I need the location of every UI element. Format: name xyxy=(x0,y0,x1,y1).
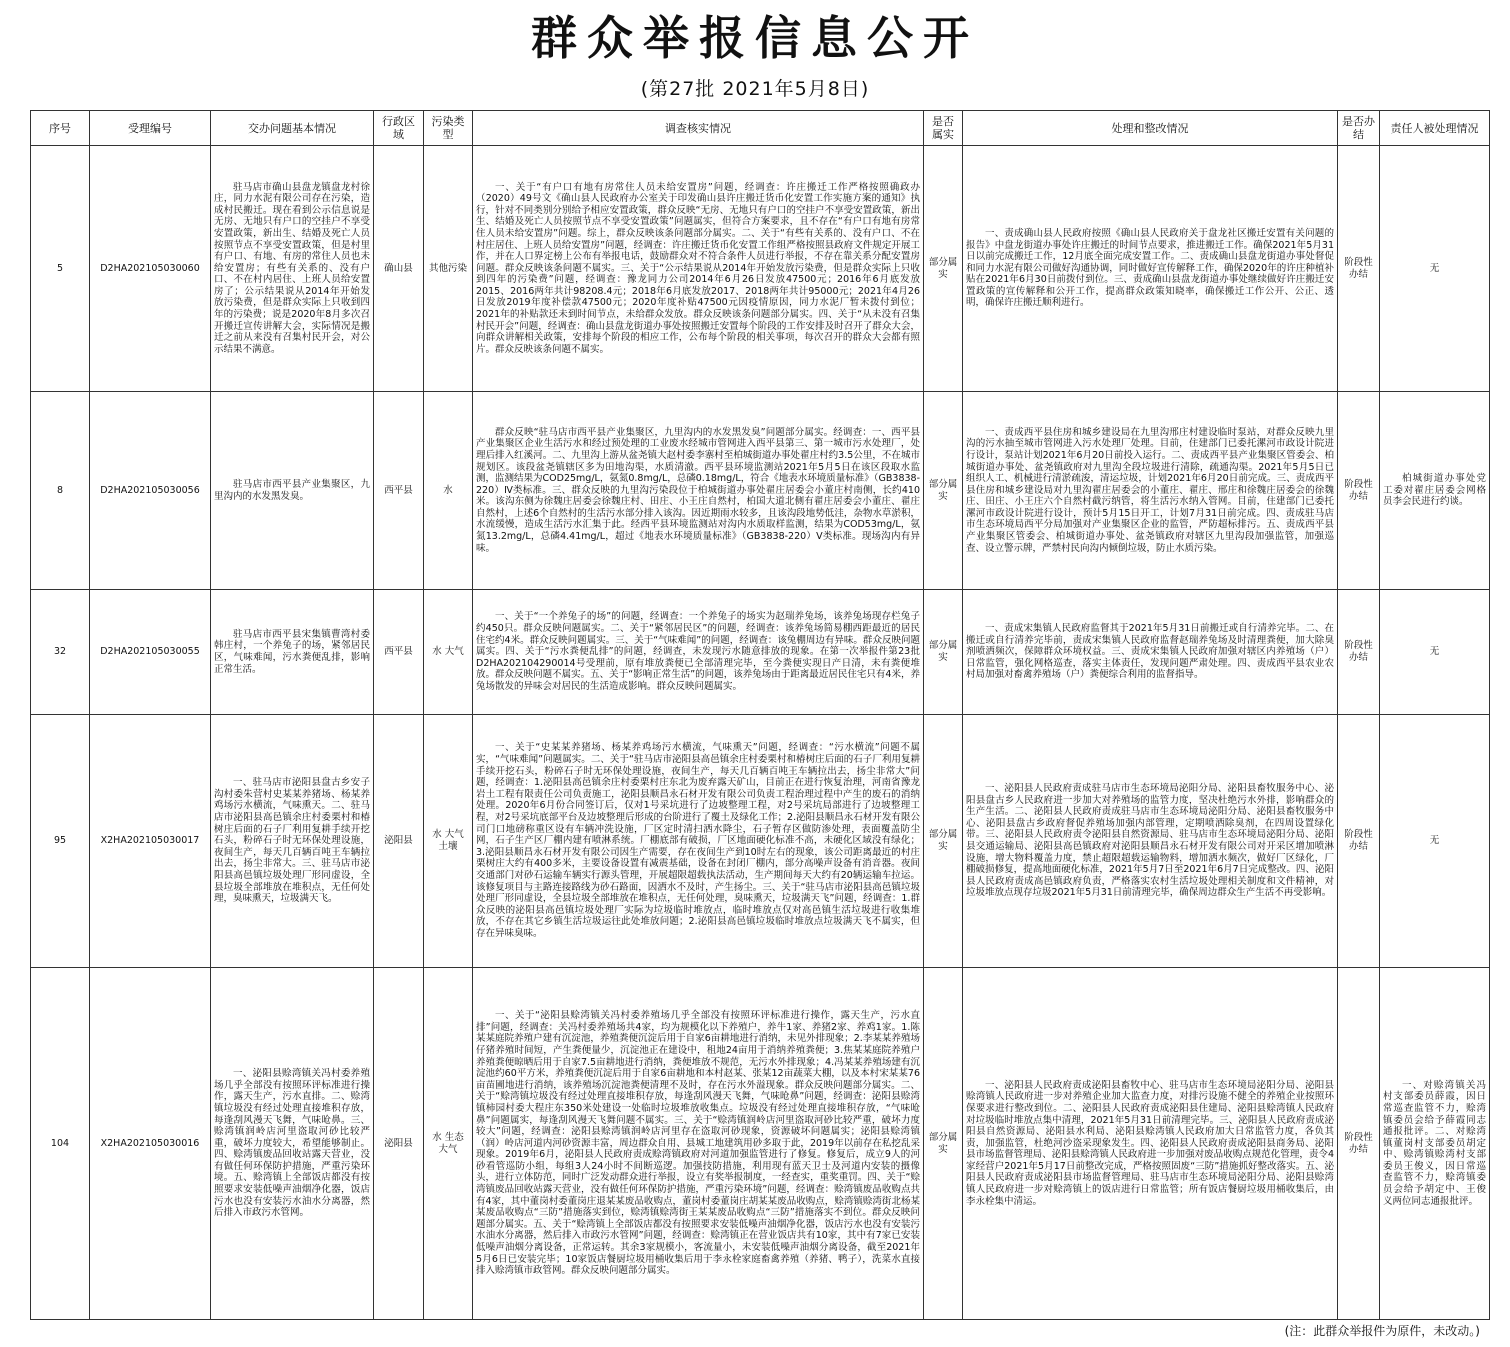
cell-type: 水 大气 土壤 xyxy=(424,715,473,968)
issue-text: 一、泌阳县赊湾镇关冯村委养殖场几乎全部没有按照环评标准进行操作，露天生产，污水直排。二、赊湾镇垃圾没有经过处理直接堆积存放，每逢刮风漫天飞舞，气味呛鼻。三、赊湾镇润岭店河里盗取河砂比较严重，破坏力度较大，希望能够制止。四、赊湾镇废品回收站露天营业，没有做任何环保防护措施，严重污染环境。五、赊湾镇上全部饭店都没有按照要求安装低噪声油烟净化器，饭店污水也没有安装污水油水分离器，然后排入市政污水管网。 xyxy=(214,1068,370,1219)
cell-closed: 阶段性办结 xyxy=(1338,590,1380,715)
table-row xyxy=(31,590,1490,715)
cell-investigation xyxy=(473,968,924,1320)
cell-region: 西平县 xyxy=(374,590,424,715)
header-type: 污染类型 xyxy=(424,111,473,146)
cell-seq: 95 xyxy=(31,715,90,968)
investigation-text: 一、关于“史某某养猪场、杨某养鸡场污水横流，气味熏天”问题，经调查：“污水横流”问题不属实，“气味难闻”问题属实。二、关于“驻马店市泌阳县高邑镇余庄村委栗村和椿树庄后面的石子厂利用复耕手续开挖石头，粉碎石子时无环保处理设施，夜间生产，每天几百辆百吨王车辆拉出去，扬尘非常大”问题，经调查：1.泌阳县高邑镇余庄村委栗村庄东北为废弃露天矿山，目前正在进行恢复治理，河南省豫龙岩土工程有限责任公司负责施工，泌阳县顺昌永石材开发有限公司负责工程治理过程中产生的废石的消纳处理。2020年6月份合同签订后，仅对1号采坑进行了边坡整理工程，对2号采坑局部进行了边坡整理工程，对2号采坑底部平台及边坡整理后形成的台阶进行了覆土及绿化工作；2.泌阳县顺昌永石材开发有限公司门口地磅称重区设有车辆冲洗设施，厂区定时清扫洒水降尘，石子暂存区做防渗处理，表面覆盖防尘网，石子生产区厂棚内建有喷淋系统。厂棚底部有破损，厂区地面硬化标准不高，未硬化区域没有绿化；3.泌阳县顺昌永石材开发有限公司因生产需要，存在夜间生产到10时左右的现象，该公司距离最近的村庄栗树庄大约有400多米，主要设备设置有减震基础，设备在封闭厂棚内，部分高噪声设备有消音器。夜间交通部门对砂石运输车辆实行源头管理，开展超限超载执法活动，生产期间每天大约有20辆运输车拉运。该修复项目与主路连接路线为砂石路面，因洒水不及时，产生扬尘。三、关于“驻马店市泌阳县高邑镇垃圾处理厂形同虚设，全县垃圾全部堆放在堆积点，无任何处理，臭味熏天，垃圾满天飞”问题，经调查：1.群众反映的泌阳县高邑镇垃圾处理厂实际为垃圾临时堆放点，临时堆放点仅对高邑镇生活垃圾进行收集堆放，不存在其它乡镇生活垃圾运往此处堆放问题；2.泌阳县高邑镇垃圾临时堆放点垃圾满天飞不属实，但存在异味臭味。 xyxy=(476,742,920,939)
cell-closed: 阶段性办结 xyxy=(1338,968,1380,1320)
cell-accountability xyxy=(1380,968,1490,1320)
cell-verified: 部分属实 xyxy=(924,715,963,968)
cell-investigation xyxy=(473,715,924,968)
handling-text: 一、泌阳县人民政府责成泌阳县畜牧中心、驻马店市生态环境局泌阳分局、泌阳县赊湾镇人民政府进一步对养殖企业加大监查力度，对排污设施不健全的养殖企业按照环保要求进行整改到位。二、泌阳县人民政府责成泌阳县住建局、泌阳县赊湾镇人民政府对垃圾临时堆放点集中清理，2021年5月31日前清理完毕。三、泌阳县人民政府责成泌阳县自然资源局、泌阳县水利局、泌阳县赊湾镇人民政府加大日常监管力度，各负其责，加强监管，杜绝河沙盗采现象发生。四、泌阳县人民政府责成泌阳县商务局、泌阳县市场监督管理局、泌阳县赊湾镇人民政府进一步加强对废品收购点规范化管理，责令4家经营户2021年5月17日前整改完成，严格按照固废“三防”措施抓好整改落实。五、泌阳县人民政府责成泌阳县市场监督管理局、驻马店市生态环境局泌阳分局、泌阳县赊湾镇人民政府进一步对赊湾镇上的饭店进行日常监管；所有饭店餐厨垃圾用桶收集后，由李永栓集中清运。 xyxy=(966,1079,1334,1207)
cell-seq: 8 xyxy=(31,392,90,590)
cell-closed: 阶段性办结 xyxy=(1338,715,1380,968)
cell-code: X2HA202105030017 xyxy=(90,715,211,968)
header-seq: 序号 xyxy=(31,111,90,146)
page-title: 群众举报信息公开 xyxy=(531,11,979,65)
header-closed: 是否办结 xyxy=(1338,111,1380,146)
table-row xyxy=(31,968,1490,1320)
cell-region: 西平县 xyxy=(374,392,424,590)
accountability-text: 一、对赊湾镇关冯村支部委员薛霞，因日常巡查监管不力，赊湾镇委员会给予薛霞同志通报批评。二、对赊湾镇董岗村支部委员胡定中、赊湾镇赊湾村支部委员王俊义，因日常巡查监管不力，赊湾镇委员会给予胡定中、王俊义两位同志通报批评。 xyxy=(1383,1079,1486,1207)
cell-issue xyxy=(211,715,374,968)
page-subtitle: (第27批 2021年5月8日) xyxy=(640,78,870,100)
footnote: (注：此群众举报件为原件，未改动。) xyxy=(1284,1324,1480,1338)
handling-text: 一、责成确山县人民政府按照《确山县人民政府关于盘龙社区搬迁安置有关问题的报告》中盘龙街道办事处许庄搬迁的时间节点要求，推进搬迁工作。确保2021年5月31日以前完成搬迁工作，12月底全面完成安置工作。二、责成确山县盘龙街道办事处督促和同力水泥有限公司做好沟通协调，同时做好宣传解释工作，确保2020年的许庄种植补贴在2021年6月30日前拨付到位。三、责成确山县盘龙街道办事处继续做好许庄搬迁安置政策的宣传解释和公开工作，提高群众政策知晓率，确保搬迁工作公开、公正、透明，确保许庄搬迁顺利进行。 xyxy=(966,227,1334,309)
cell-seq: 5 xyxy=(31,146,90,392)
header-investigation: 调查核实情况 xyxy=(473,111,924,146)
cell-closed: 阶段性办结 xyxy=(1338,146,1380,392)
cell-handling xyxy=(963,715,1338,968)
table-row xyxy=(31,715,1490,968)
cell-code: D2HA202105030055 xyxy=(90,590,211,715)
header-accountability: 责任人被处理情况 xyxy=(1380,111,1490,146)
handling-text: 一、责成宋集镇人民政府监督其于2021年5月31日前搬迁或自行清养完毕。二、在搬迁或自行清养完毕前，责成宋集镇人民政府监督赵瑞养兔场及时清理粪便，加大除臭剂喷洒频次，保障群众环境权益。三、责成宋集镇人民政府加强对辖区内养殖场（户）日常监管，强化网格巡查，落实主体责任，发现问题严肃处理。四、责成西平县农业农村局加强对畜禽养殖场（户）粪便综合利用的监督指导。 xyxy=(966,623,1334,681)
cell-accountability xyxy=(1380,392,1490,590)
cell-accountability: 无 xyxy=(1380,715,1490,968)
issue-text: 驻马店市西平县宋集镇曹湾村委韩庄村，一个养兔子的场，紧邻居民区，气味难闻，污水粪便乱排，影响正常生活。 xyxy=(214,628,370,675)
investigation-text: 一、关于“泌阳县赊湾镇关冯村委养殖场几乎全部没有按照环评标准进行操作，露天生产，污水直排”问题，经调查：关冯村委养殖场共4家，均为规模化以下养殖户，养牛1家、养猪2家、养鸡1家。1.陈某某庭院养殖户建有沉淀池，养殖粪便沉淀后用于自家6亩耕地进行消纳，未见外排现象；2.李某某养殖场仔猪养殖时间短，产生粪便量少，沉淀池正在建设中，租地24亩用于消纳养殖粪便；3.焦某某庭院养殖户养殖粪便晾晒后用于自家7.5亩耕地进行消纳，粪便堆放不规范，无污水外排现象；4.冯某某养殖场建有沉淀池约60平方米，养殖粪便沉淀后用于自家6亩耕地和本村赵某、张某12亩蔬菜大棚，以及本村宋某某76亩苗圃地进行消纳，该养殖场沉淀池粪便清理不及时，存在污水外溢现象。群众反映问题部分属实。二、关于“赊湾镇垃圾没有经过处理直接堆积存放，每逢刮风漫天飞舞，气味呛鼻”问题，经调查：泌阳县赊湾镇柿园村委大程庄东350米处建设一处临时垃圾堆放收集点。垃圾没有经过处理直接堆积存放，“气味呛鼻”问题属实，每逢刮风漫天飞舞问题不属实。三、关于“赊湾镇润岭店河里盗取河砂比较严重，破坏力度较大”问题，经调查：泌阳县赊湾镇润岭店河里存在盗取河砂现象，资源破坏问题属实；泌阳县赊湾镇（润）岭店河道内河砂资源丰富，周边群众自用、县城工地建筑用砂多取于此，2019年以前存在私挖乱采现象。2019年6月，泌阳县人民政府责成赊湾镇政府对河道加强监管进行了修复。修复后，成立9人的河砂看管巡防小组，每组3人24小时不间断巡逻。加强技防措施，利用现有蓝天卫士及河道内安装的摄像头，进行立体防范，同时广泛发动群众进行举报，设立有奖举报制度，一经查实，重奖重罚。四、关于“赊湾镇废品回收站露天营业，没有做任何环保防护措施，严重污染环境”问题，经调查：赊湾镇废品收购点共有4家，其中董岗村委董岗庄退某某废品收购点，董岗村委董岗庄胡某某废品收购点，赊湾镇赊湾街北杨某某废品收购点“三防”措施落实到位，赊湾镇赊湾街王某某废品收购点“三防”措施落实不到位。群众反映问题部分属实。五、关于“赊湾镇上全部饭店都没有按照要求安装低噪声油烟净化器，饭店污水也没有安装污水油水分离器，然后排入市政污水管网”问题，经调查：赊湾镇正在营业饭店共有10家，其中有7家已安装低噪声油烟分离设备，正常运转。其余3家规模小，客流量小，未安装低噪声油烟分离设备，截至2021年5月6日已安装完毕；10家饭店餐厨垃圾用桶收集后用于李永栓家庭畜禽养殖（养猪、鸭子），洗菜水直接排入赊湾镇市政管网。群众反映问题部分属实。 xyxy=(476,1010,920,1277)
investigation-text: 群众反映“驻马店市西平县产业集聚区，九里沟内的水发黑发臭”问题部分属实。经调查：一、西平县产业集聚区企业生活污水和经过预处理的工业废水经城市管网进入西平县第三、第一城市污水处理厂，处理后排入红溪河。二、九里沟上游从盆尧镇大赵村委李寨村至柏城街道办事处翟庄村约3.5公里，不在城市规划区。该段盆尧镇辖区多为田地沟渠，水质清澈。西平县环境监测站2021年5月5日在该区段取水监测，监测结果为COD25mg/L，氨氮0.8mg/L，总磷0.18mg/L，符合《地表水环境质量标准》（GB3838-220）Ⅳ类标准。三、群众反映的九里沟污染段位于柏城街道办事处翟庄居委会小董庄村南侧，长约410米。该沟东侧为徐魏庄居委会徐魏庄村、田庄、小王庄自然村，柏国大道北侧有翟庄居委会小董庄、翟庄自然村，上述6个自然村的生活污水部分排入该沟。因近期雨水较多，且该沟段地势低洼，杂物水草淤积，水流缓慢，造成生活污水汇集于此。经西平县环境监测站对沟内水质取样监测，结果为COD53mg/L，氨氮13.2mg/L，总磷4.41mg/L，超过《地表水环境质量标准》（GB3838-220）Ⅴ类标准。现场沟内有异味。 xyxy=(476,426,920,554)
cell-investigation xyxy=(473,590,924,715)
investigation-text: 一、关于“有户口有地有房常住人员未给安置房”问题，经调查：许庄搬迁工作严格按照确政办（2020）49号文《确山县人民政府办公室关于印发确山县许庄搬迁货币化安置工作实施方案的通知》执行，针对不同类别分别给予相应安置政策，群众反映“无房、无地只有户口的空挂户不享受安置政策，新出生、结婚及死亡人员按照节点不享受安置政策”问题属实，但符合方案要求，且不存在“有户口有地有房常住人员未给安置房”问题。综上，群众反映该条问题部分属实。二、关于“有些有关系的、没有户口、不在村庄居住、上班人员给安置房”问题，经调查：许庄搬迁货币化安置工作组严格按照县政府文件规定开展工作，并在人口界定榜上公布有举报电话，鼓励群众对不符合条件人员进行举报，不存在靠关系分配安置房问题。群众反映该条问题不属实。三、关于“公示结果说从2014年开始发放污染费，但是群众实际上只收到四年的污染费”问题，经调查：豫龙同力公司2014年6月26日发放47500元；2016年6月底发放2015、2016两年共计98208.4元；2018年6月底发放2017、2018两年共计95000元；2021年4月26日发放2019年度补偿款47500元；2020年度补贴47500元因疫情原因，同力水泥厂暂未拨付到位；2021年的补贴款还未到时间节点，未给群众发放。群众反映该条问题部分属实。四、关于“从未没有召集村民开会”问题，经调查：确山县盘龙街道办事处按照搬迁安置每个阶段的工作安排及时召开了群众大会，向群众讲解相关政策，安排每个阶段的相应工作，公布每个阶段的相关事项，每次召开的群众大会都有照片。群众反映该条问题不属实。 xyxy=(476,181,920,355)
cell-accountability: 无 xyxy=(1380,146,1490,392)
issue-text: 驻马店市西平县产业集聚区，九里沟内的水发黑发臭。 xyxy=(214,478,370,502)
cell-type: 水 大气 xyxy=(424,590,473,715)
cell-accountability: 无 xyxy=(1380,590,1490,715)
cell-code: D2HA202105030060 xyxy=(90,146,211,392)
issue-text: 一、驻马店市泌阳县盘古乡安子沟村委朱营村史某某养猪场、杨某养鸡场污水横流，气味熏天。二、驻马店市泌阳县高邑镇余庄村委栗村和椿树庄后面的石子厂利用复耕手续开挖石头，粉碎石子时无环保处理设施，夜间生产，每天几百辆百吨王车辆拉出去，扬尘非常大。三、驻马店市泌阳县高邑镇垃圾处理厂形同虚设，全县垃圾全部堆放在堆积点，无任何处理，臭味熏天，垃圾满天飞。 xyxy=(214,777,370,905)
report-table xyxy=(30,110,1490,1320)
cell-issue xyxy=(211,392,374,590)
cell-issue xyxy=(211,590,374,715)
cell-closed: 阶段性办结 xyxy=(1338,392,1380,590)
cell-region: 泌阳县 xyxy=(374,715,424,968)
cell-issue xyxy=(211,146,374,392)
cell-type: 水 xyxy=(424,392,473,590)
cell-type: 其他污染 xyxy=(424,146,473,392)
issue-text: 驻马店市确山县盘龙镇盘龙村徐庄，同力水泥有限公司存在污染，造成村民搬迁。现在看到公示信息说是无房、无地只有户口的空挂户不享受安置政策，新出生、结婚及死亡人员按照节点不享受安置政策，但是村里有户口、有地、有房的常住人员也未给安置房；有些有关系的、没有户口、不在村内居住、上班人员给安置房了；公示结果说从2014年开始发放污染费，但是群众实际上只收到四年的污染费；说是2020年8月多次召开搬迁宣传讲解大会，实际情况是搬迁之前从来没有召集村民开会，对公示结果不满意。 xyxy=(214,181,370,355)
table-row xyxy=(31,392,1490,590)
cell-verified: 部分属实 xyxy=(924,392,963,590)
handling-text: 一、泌阳县人民政府责成驻马店市生态环境局泌阳分局、泌阳县畜牧服务中心、泌阳县盘古乡人民政府进一步加大对养殖场的监管力度，坚决杜绝污水外排，影响群众的生产生活。二、泌阳县人民政府责成驻马店市生态环境局泌阳分局、泌阳县畜牧服务中心、泌阳县盘古乡政府督促养殖场加强内部管理，定期喷洒除臭剂，在四周设置绿化带。三、泌阳县人民政府责令泌阳县自然资源局、驻马店市生态环境局泌阳分局、泌阳县交通运输局、泌阳县高邑镇政府对泌阳县顺昌永石材开发有限公司对开采区增加喷淋设施，增大物料覆盖力度，禁止超限超载运输物料，增加洒水频次，做好厂区绿化，厂棚破损修复，提高地面硬化标准，2021年5月7日至2021年6月7日完成整改。四、泌阳县人民政府责成高邑镇政府负责，严格落实农村生活垃圾处理相关制度和文件精神，对垃圾堆放点现存垃圾2021年5月31日前清理完毕，确保周边群众生产生活不再受影响。 xyxy=(966,783,1334,899)
cell-verified: 部分属实 xyxy=(924,146,963,392)
cell-type: 水 生态 大气 xyxy=(424,968,473,1320)
handling-text: 一、责成西平县住房和城乡建设局在九里沟邢庄村建设临时泵站，对群众反映九里沟的污水抽至城市管网进入污水处理厂处理。目前，住建部门已委托漯河市政设计院进行设计，泵站计划2021年6月20日前投入运行。二、责成西平县产业集聚区管委会、柏城街道办事处、盆尧镇政府对九里沟全段垃圾进行清除，疏通沟渠。2021年5月5日已组织人工、机械进行清淤疏浚，清运垃圾，计划2021年6月20日前完成。三、责成西平县住房和城乡建设局对九里沟翟庄居委会的小董庄、翟庄、邢庄和徐魏庄居委会的徐魏庄、田庄、小王庄六个自然村截污纳管，将生活污水纳入管网。目前，住建部门已委托漯河市政设计院进行设计，预计5月15日开工，计划7月31日前完成。四、责成驻马店市生态环境局西平分局加强对产业集聚区企业的监管，严防超标排污。五、责成西平县产业集聚区管委会、柏城街道办事处、盆尧镇政府对辖区九里沟段加强监管，加强巡查、设立警示牌，严禁村民向沟内倾倒垃圾，防止水质污染。 xyxy=(966,426,1334,554)
cell-handling xyxy=(963,968,1338,1320)
cell-region: 确山县 xyxy=(374,146,424,392)
table-row xyxy=(31,146,1490,392)
table-header-row xyxy=(31,111,1490,146)
cell-seq: 104 xyxy=(31,968,90,1320)
header-handling: 处理和整改情况 xyxy=(963,111,1338,146)
header-region: 行政区域 xyxy=(374,111,424,146)
investigation-text: 一、关于“一个养兔子的场”的问题，经调查：一个养兔子的场实为赵瑞养兔场，该养兔场现存栏兔子约450只。群众反映问题属实。二、关于“紧邻居民区”的问题，经调查：该养兔场简易棚西距最近的居民住宅约4米。群众反映问题属实。三、关于“气味难闻”的问题，经调查：该兔棚周边有异味。群众反映问题属实。四、关于“污水粪便乱排”的问题，经调查，未发现污水随意排放的现象。在第一次举报件第23批D2HA202104290014号受理前，原有堆放粪便已全部清理完毕，至今粪便实现日产日清，未有粪便堆放。群众反映问题不属实。五、关于“影响正常生活”的问题，该养兔场由于距离最近居民住宅只有4米，养兔场散发的异味会对居民的生活造成影响。群众反映问题属实。 xyxy=(476,611,920,692)
cell-code: D2HA202105030056 xyxy=(90,392,211,590)
cell-code: X2HA202105030016 xyxy=(90,968,211,1320)
cell-handling xyxy=(963,146,1338,392)
cell-region: 泌阳县 xyxy=(374,968,424,1320)
cell-issue xyxy=(211,968,374,1320)
cell-verified: 部分属实 xyxy=(924,968,963,1320)
cell-verified: 部分属实 xyxy=(924,590,963,715)
accountability-text: 柏城街道办事处党工委对翟庄居委会网格员李会民进行约谈。 xyxy=(1383,473,1486,508)
cell-handling xyxy=(963,590,1338,715)
cell-investigation xyxy=(473,146,924,392)
cell-handling xyxy=(963,392,1338,590)
header-issue: 交办问题基本情况 xyxy=(211,111,374,146)
header-verified: 是否属实 xyxy=(924,111,963,146)
header-code: 受理编号 xyxy=(90,111,211,146)
cell-investigation xyxy=(473,392,924,590)
cell-seq: 32 xyxy=(31,590,90,715)
